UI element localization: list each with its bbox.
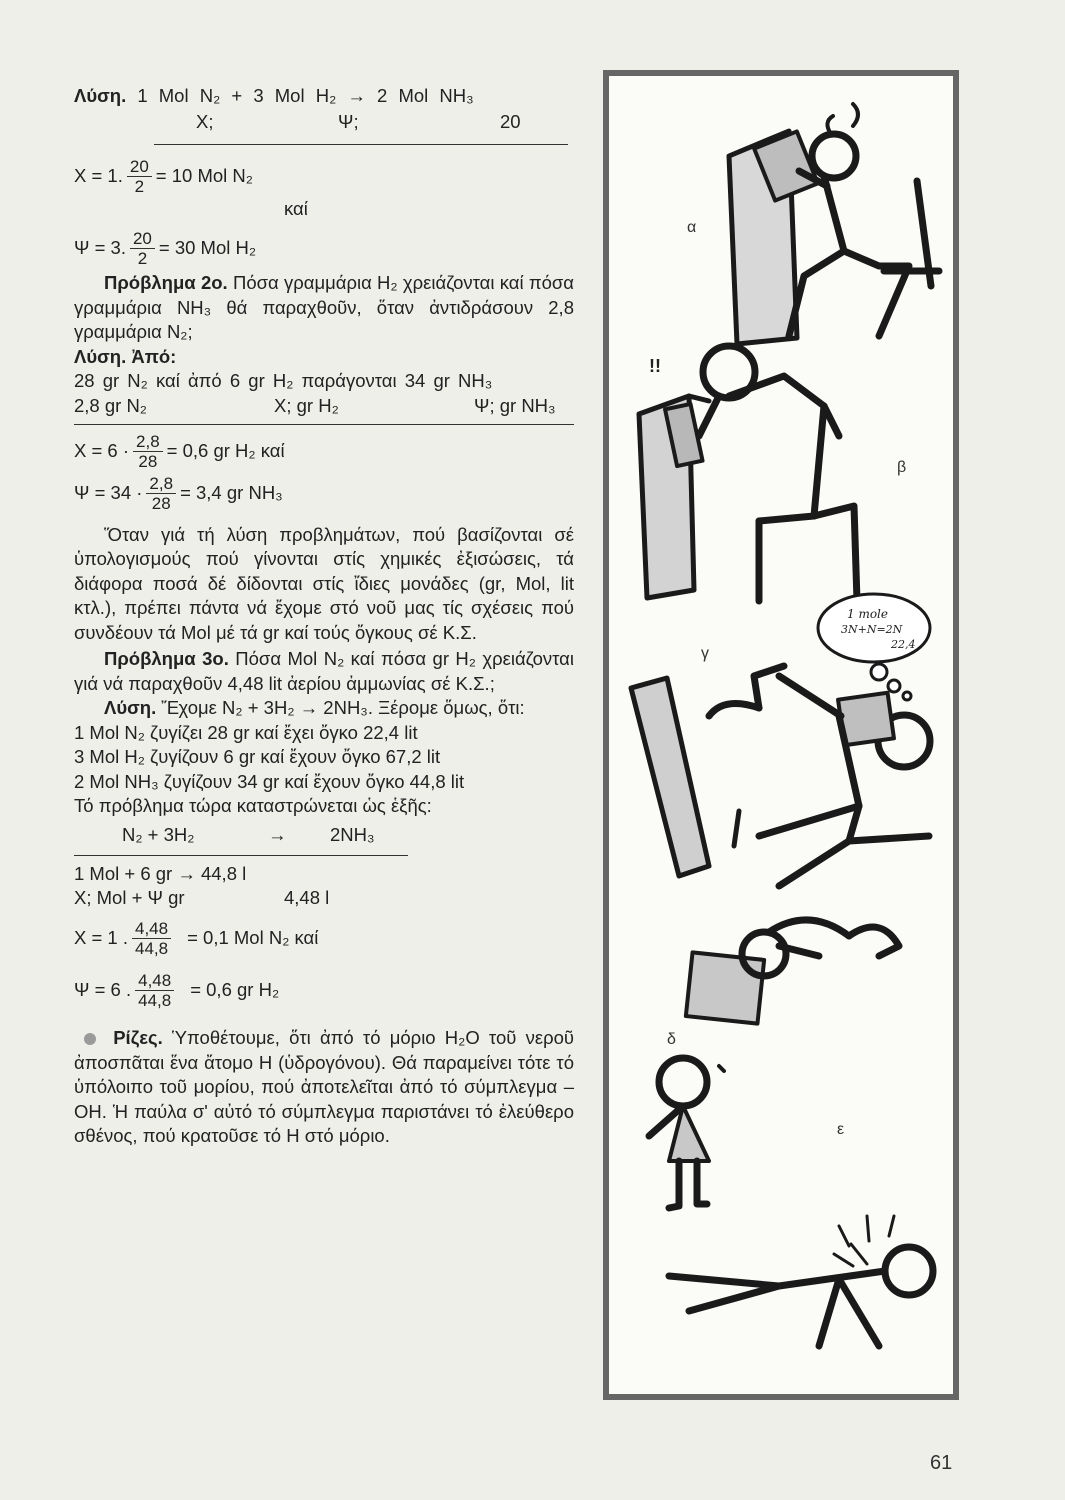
bubble-text-3: 22,4 — [891, 638, 916, 651]
page-number: 61 — [930, 1452, 953, 1474]
exclamation-marks: !! — [649, 356, 661, 376]
problem-3-psi-equation: Ψ = 6 . $\frac{4,48}{44,8}$ = 0,6 gr H₂ — [74, 970, 280, 1010]
fact-line-3: 2 Mol NH₃ ζυγίζουν 34 gr καί ἔχουν ὄγκο 44,8 lit — [74, 770, 465, 792]
kai-line: καί — [284, 198, 308, 219]
text-column — [74, 84, 574, 1149]
setup-line-1: 1 Mol + 6 gr → 44,8 l — [74, 862, 247, 884]
fraction: $\frac{20}{2}$ — [127, 157, 152, 196]
x-equation: X = 1. $\frac{20}{2}$ = 10 Mol N₂ — [74, 156, 253, 196]
problem-3: Πρόβλημα 3ο. Πόσα Mol N₂ καί πόσα gr H₂ χρειάζονται γιά νά παραχθοῦν 4,48 lit ἀερίου ἀμμωνίας σέ Κ.Σ.; — [74, 648, 574, 694]
units-paragraph: Ὅταν γιά τή λύση προβλημάτων, πού βασίζονται σέ ὑπολογισμούς πού γίνονται στίς χημικές ἐξισώσεις, τά διάφορα ποσά δέ δίδονται στίς ἴδιες μονάδες (gr, Mol, lit κτλ.), πρέπει πάντα νά ἔχομε στό νοῦ μας τίς σχέσεις πού συνδέουν τά Mol μέ τά gr καί τούς ὄγκους σέ Κ.Σ. — [74, 523, 574, 643]
scene-alpha — [729, 104, 939, 344]
label-gamma: γ — [701, 645, 709, 662]
problem-3-solution: Λύση. Ἔχομε N₂ + 3H₂ → 2NH₃. Ξέρομε ὅμως, ὅτι: — [104, 697, 525, 718]
fraction: $\frac{4,48}{44,8}$ — [132, 919, 171, 958]
fact-line-4: Τό πρόβλημα τώρα καταστρώνεται ὡς ἑξῆς: — [74, 795, 432, 816]
scene-beta — [639, 346, 857, 601]
scene-delta — [686, 920, 899, 1024]
scene-epsilon — [649, 1058, 933, 1346]
unknowns-line: X; Ψ; 20 — [196, 111, 521, 132]
cartoon-illustration — [609, 76, 953, 1394]
label-delta: δ — [667, 1031, 676, 1048]
label-epsilon: ε — [837, 1121, 845, 1138]
problem-3-x-equation: X = 1 . $\frac{4,48}{44,8}$ = 0,1 Mol N₂ καί — [74, 918, 319, 958]
problem-2: Πρόβλημα 2ο. Πόσα γραμμάρια H₂ χρειάζονται καί πόσα γραμμάρια NH₃ θά παραχθοῦν, ὅταν ἀντιδράσουν 2,8 γραμμάρια N₂; — [74, 272, 574, 342]
bubble-text-1: 1 mole — [847, 607, 888, 621]
setup-line-2: X; Mol + Ψ gr 4,48 l — [74, 887, 330, 908]
problem-2-line-1: 28 gr N₂ καί ἀπό 6 gr H₂ παράγονται 34 gr NH₃ — [74, 370, 493, 391]
bullet-icon — [84, 1033, 96, 1045]
divider-rule — [74, 855, 408, 856]
bubble-text-2: 3N+N=2N — [841, 623, 903, 636]
problem-2-psi-equation: Ψ = 34 · $\frac{2,8}{28}$ = 3,4 gr NH₃ — [74, 474, 283, 513]
reaction-line: Λύση. 1 Mol N₂ + 3 Mol H₂ → 2 Mol NH₃ — [74, 85, 474, 106]
divider-rule — [74, 424, 574, 425]
problem-2-x-equation: X = 6 · $\frac{2,8}{28}$ = 0,6 gr H₂ καί — [74, 432, 285, 471]
fact-line-2: 3 Mol H₂ ζυγίζουν 6 gr καί ἔχουν ὄγκο 67,2 lit — [74, 746, 441, 767]
roots-paragraph: Ρίζες. Ὑποθέτουμε, ὅτι ἀπό τό μόριο H₂O τοῦ νεροῦ ἀποσπᾶται ἕνα ἄτομο H (ὑδρογόνου). Θά παραμείνει τότε τό ὑπόλοιπο τοῦ μορίου, πού ἀποτελεῖται ἀπό τό σύμπλεγμα –OH. Ἡ παύλα σ' αὐτό τό σύμπλεγμα παριστάνει τό ἐλεύθερο σθένος, πού κρατοῦσε τό H στό μόριο. — [74, 1027, 575, 1146]
fraction: $\frac{2,8}{28}$ — [146, 474, 176, 513]
label-beta: β — [897, 459, 907, 476]
fact-line-1: 1 Mol N₂ ζυγίζει 28 gr καί ἔχει ὄγκο 22,4 lit — [74, 721, 418, 743]
psi-equation: Ψ = 3. $\frac{20}{2}$ = 30 Mol H₂ — [74, 228, 257, 268]
cartoon-panel — [603, 70, 959, 1400]
fraction: $\frac{20}{2}$ — [130, 229, 155, 268]
fraction: $\frac{2,8}{28}$ — [133, 432, 163, 471]
problem-2-solution-label: Λύση. Ἀπό: — [74, 345, 177, 367]
scene-gamma — [631, 666, 930, 886]
fraction: $\frac{4,48}{44,8}$ — [135, 971, 174, 1010]
reaction-setup: N₂ + 3H₂ → 2NH₃ — [122, 823, 375, 845]
label-alpha: α — [687, 219, 697, 236]
divider-rule — [154, 144, 568, 145]
problem-2-line-2: 2,8 gr N₂ X; gr H₂ Ψ; gr NH₃ — [74, 394, 556, 416]
